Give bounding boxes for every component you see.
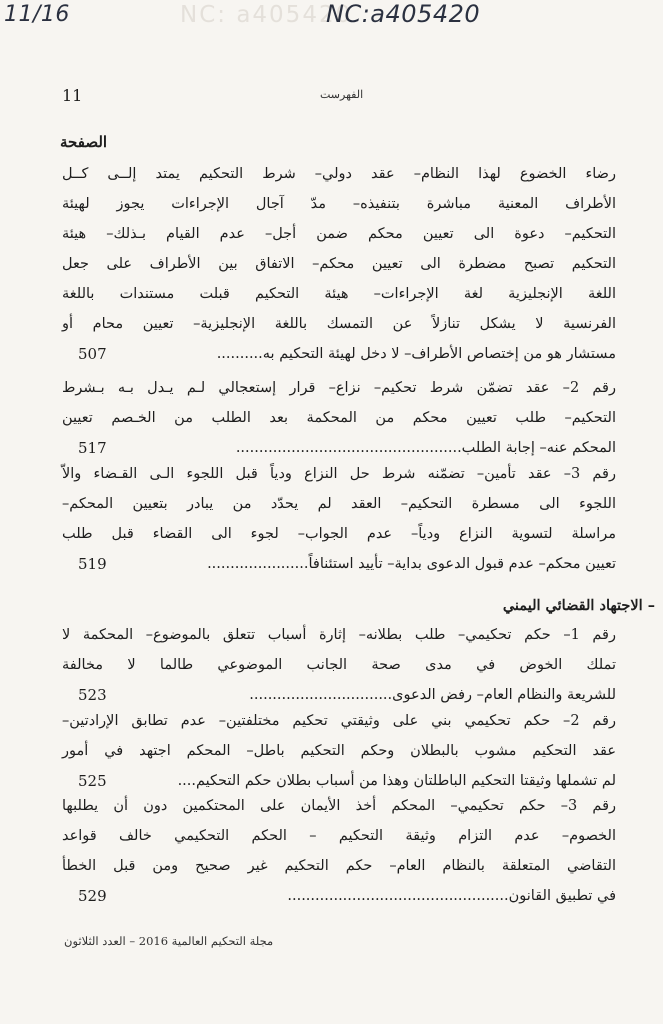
toc-line: تعيين محكم– عدم قبول الدعوى بداية– تأييد استئنافاً...................... 519 <box>62 549 616 579</box>
toc-page-number: 519 <box>78 555 107 573</box>
toc-line: المحكم عنه– إجابة الطلب................................................. 517 <box>62 433 616 463</box>
toc-line: التحكيم تصبح مضطرة الى تعيين محكم– الاتفاق بين الأطراف على جعل <box>62 256 616 272</box>
toc-line: لم تشملها وثيقتا التحكيم الباطلتان وهذا من أسباب بطلان حكم التحكيم.... 525 <box>62 766 616 796</box>
toc-page-number: 517 <box>78 439 107 457</box>
toc-line: تملك الخوض في مدى صحة الجانب الموضوعي طالما لا مخالفة <box>62 657 616 673</box>
toc-line: الفرنسية لا يشكل تنازلاً عن التمسك باللغة الإنجليزية– تعيين محام أو <box>62 316 616 332</box>
toc-line: في تطبيق القانون................................................ 529 <box>62 881 616 911</box>
toc-line: اللغة الإنجليزية لغة الإجراءات– هيئة التحكيم قبلت مستندات باللغة <box>62 286 616 302</box>
toc-line: التحكيم– طلب تعيين محكم من المحكمة بعد الطلب من الخـصم تعيين <box>62 410 616 426</box>
toc-line: عقد التحكيم مشوب بالبطلان وحكم التحكيم باطل– المحكم اجتهد في أمور <box>62 743 616 759</box>
handwritten-page-ref: 11/16 <box>4 2 70 27</box>
toc-line: مراسلة لتسوية النزاع ودياً– عدم الجواب– لجوء الى القضاء قبل طلب <box>62 526 616 542</box>
page-number: 11 <box>62 86 83 105</box>
toc-line: للشريعة والنظام العام– رفض الدعوى............................... 523 <box>62 680 616 710</box>
toc-line: رقم 3– عقد تأمين– تضمّنه شرط حل النزاع ودياً قبل اللجوء الـى القـضاء والاّ <box>62 466 616 482</box>
toc-page-number: 523 <box>78 686 107 704</box>
toc-line: رقم 1– حكم تحكيمي– طلب بطلانه– إثارة أسباب تتعلق بالموضوع– المحكمة لا <box>62 627 616 643</box>
toc-line: رضاء الخضوع لهذا النظام– عقد دولي– شرط التحكيم يمتد إلــى كــل <box>62 166 616 182</box>
toc-entry <box>62 373 616 463</box>
toc-entry <box>62 620 616 710</box>
toc-page-number: 525 <box>78 772 107 790</box>
faded-stamp: NC: a405420 <box>180 2 353 28</box>
toc-line: رقم 2– حكم تحكيمي بني على وثيقتي تحكيم مختلفتين– عدم تطابق الإرادتين– <box>62 713 616 729</box>
running-title: الفهرست <box>320 88 364 101</box>
toc-line: رقم 2– عقد تضمّن شرط تحكيم– نزاع– قرار إستعجالي لـم يـدل بـه بـشرط <box>62 380 616 396</box>
toc-entry <box>62 459 616 579</box>
toc-line: اللجوء الى مسطرة التحكيم– العقد لم يحدّد من يبادر بتعيين المحكم– <box>62 496 616 512</box>
toc-page-number: 529 <box>78 887 107 905</box>
toc-page-number: 507 <box>78 345 107 363</box>
toc-line: الخصوم– عدم التزام وثيقة التحكيم – الحكم التحكيمي خالف قواعد <box>62 828 616 844</box>
toc-line: التقاضي المتعلقة بالنظام العام– حكم التحكيم غير صحيح ومن قبل الخطأ <box>62 858 616 874</box>
toc-line: مستشار هو من إختصاص الأطراف– لا دخل لهيئة التحكيم به.......... 507 <box>62 339 616 369</box>
toc-line: التحكيم– دعوة الى تعيين محكم ضمن أجل– عدم القيام بـذلك– هيئة <box>62 226 616 242</box>
page-column-heading: الصفحة <box>60 133 108 151</box>
toc-entry <box>62 159 616 369</box>
toc-entry <box>62 791 616 911</box>
journal-footer: مجلة التحكيم العالمية 2016 – العدد الثلاثون <box>64 934 274 948</box>
section-title: – الاجتهاد القضائي اليمني <box>502 597 655 614</box>
toc-line: رقم 3– حكم تحكيمي– المحكم أخذ الأيمان على المحتكمين دون أن يطلبها <box>62 798 617 814</box>
toc-entry <box>62 706 616 796</box>
handwritten-catalog-number: NC:a405420 <box>326 0 481 28</box>
toc-line: الأطراف المعنية مباشرة بتنفيذه– مدّ آجال الإجراءات يجوز لهيئة <box>62 196 616 212</box>
